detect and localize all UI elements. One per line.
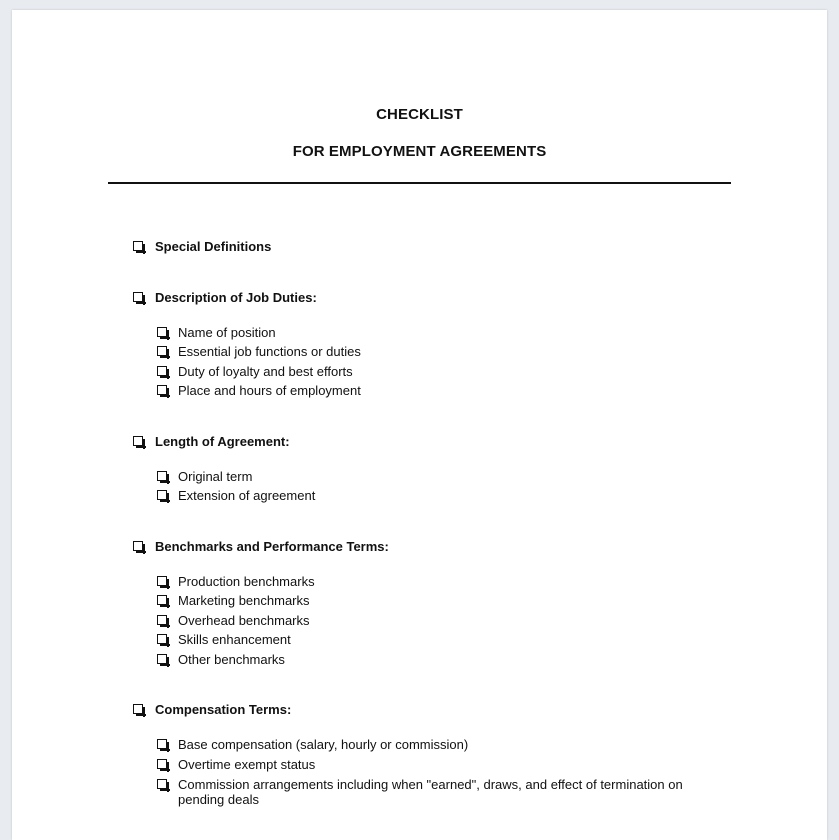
checkbox-icon[interactable]: [157, 654, 167, 664]
checklist-item: [157, 488, 315, 504]
checklist-item: [157, 777, 718, 807]
item-label: Original term: [178, 469, 253, 484]
checklist-item: [157, 344, 361, 360]
checklist-section-special-definitions: [133, 239, 271, 255]
item-label: Extension of agreement: [178, 488, 316, 503]
item-label: Place and hours of employment: [178, 383, 361, 398]
checkbox-icon[interactable]: [157, 346, 167, 356]
document-subtitle: FOR EMPLOYMENT AGREEMENTS: [292, 143, 547, 160]
item-label: Overhead benchmarks: [178, 613, 310, 628]
checklist-item: [157, 652, 285, 668]
checkbox-icon[interactable]: [133, 436, 143, 446]
checkbox-icon[interactable]: [157, 634, 167, 644]
section-label: Benchmarks and Performance Terms:: [155, 539, 389, 554]
section-label: Length of Agreement:: [155, 434, 290, 449]
checklist-section-benchmarks: [133, 539, 389, 555]
checkbox-icon[interactable]: [157, 576, 167, 586]
item-label: Overtime exempt status: [178, 757, 316, 772]
checkbox-icon[interactable]: [157, 615, 167, 625]
item-label: Name of position: [178, 325, 276, 340]
checklist-item: [157, 737, 468, 753]
checkbox-icon[interactable]: [157, 779, 167, 789]
checklist-item: [157, 364, 353, 380]
document-page: [12, 10, 827, 840]
checklist-item: [157, 757, 315, 773]
checklist-item: [157, 593, 310, 609]
checkbox-icon[interactable]: [157, 759, 167, 769]
checklist-item: [157, 613, 310, 629]
checkbox-icon[interactable]: [157, 385, 167, 395]
checklist-section-length-of-agreement: [133, 434, 290, 450]
item-label: Commission arrangements including when "earned", draws, and effect of termination on pending deals: [178, 777, 683, 807]
section-label: Description of Job Duties:: [155, 290, 317, 305]
checkbox-icon[interactable]: [157, 471, 167, 481]
item-label: Duty of loyalty and best efforts: [178, 364, 353, 379]
checkbox-icon[interactable]: [133, 292, 143, 302]
checklist-item: [157, 632, 291, 648]
item-label: Base compensation (salary, hourly or commission): [178, 737, 469, 752]
item-label: Marketing benchmarks: [178, 593, 310, 608]
checkbox-icon[interactable]: [133, 704, 143, 714]
checkbox-icon[interactable]: [157, 739, 167, 749]
checklist-item: [157, 383, 361, 399]
title-divider: [108, 182, 731, 184]
checklist-section-compensation: [133, 702, 291, 718]
checkbox-icon[interactable]: [157, 327, 167, 337]
checkbox-icon[interactable]: [157, 366, 167, 376]
checklist-item: [157, 574, 315, 590]
checklist-item: [157, 469, 252, 485]
item-label: Essential job functions or duties: [178, 344, 361, 359]
item-label: Other benchmarks: [178, 652, 285, 667]
item-label: Skills enhancement: [178, 632, 291, 647]
checklist-section-job-duties: [133, 290, 317, 306]
section-label: Compensation Terms:: [155, 702, 292, 717]
section-label: Special Definitions: [155, 239, 272, 254]
item-label: Production benchmarks: [178, 574, 315, 589]
checklist-item: [157, 325, 276, 341]
document-title: CHECKLIST: [376, 106, 463, 123]
checkbox-icon[interactable]: [133, 241, 143, 251]
checkbox-icon[interactable]: [157, 595, 167, 605]
checkbox-icon[interactable]: [133, 541, 143, 551]
checkbox-icon[interactable]: [157, 490, 167, 500]
